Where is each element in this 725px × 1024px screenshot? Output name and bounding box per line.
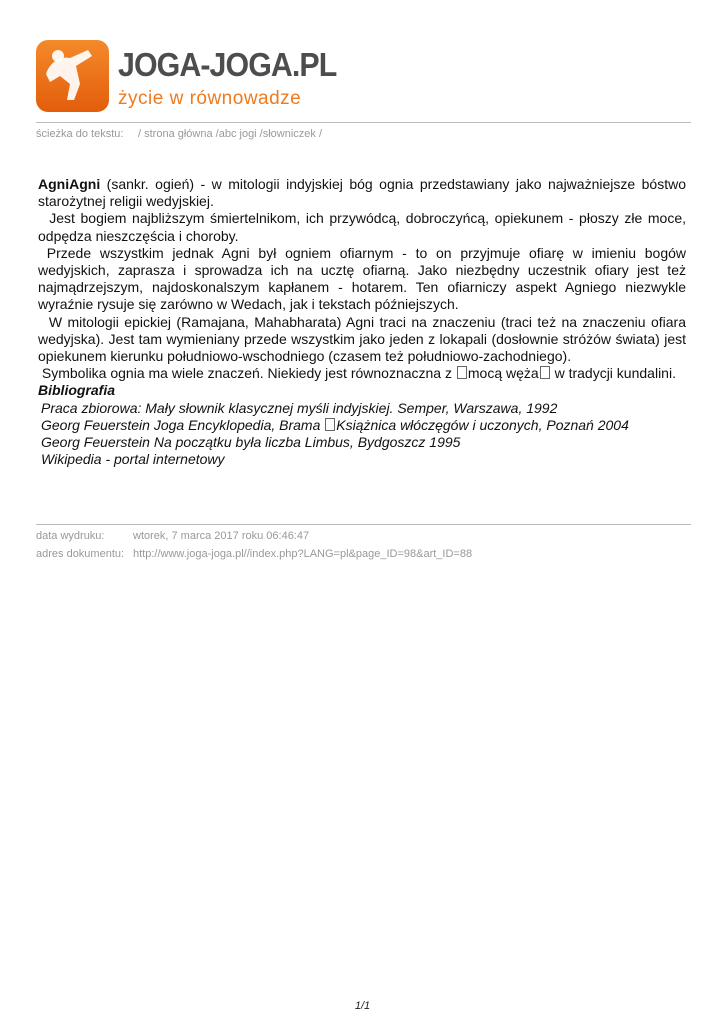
print-date-row — [36, 530, 309, 542]
article-paragraph: Przede wszystkim jednak Agni był ogniem ofiarnym - to on przyjmuje ofiarę w imieniu bogów wedyjskich, zaprasza i sprowadza ich na ucztę ofiarną. Jako niezbędny uczestnik ofiary jest też najmądrzejszym, najdoskonalszym kapłanem - hotarem. Ten ofiarniczy aspekt Agniego niezwykle wyraźnie rysuje się zarówno w Wedach, jak i tekstach późniejszych. — [38, 244, 690, 313]
p5-middle: mocą węża — [467, 365, 539, 382]
lead-text: (sankr. ogień) - w mitologii indyjskiej bóg ognia przedstawiany jako najważniejsze bóstwo starożytnej religii wedyjskiej. — [38, 176, 686, 210]
site-header — [36, 40, 696, 114]
document-address-label: adres dokumentu: — [36, 548, 125, 560]
bibliography-item-part: Georg Feuerstein Joga Encyklopedia, Brama — [41, 416, 325, 433]
footer-divider — [36, 524, 691, 525]
breadcrumb — [36, 128, 322, 140]
article-paragraph: Jest bogiem najbliższym śmiertelnikom, ich przywódcą, dobroczyńcą, opiekunem - płoszy złe moce, odpędza nieszczęścia i choroby. — [38, 210, 690, 244]
header-divider — [36, 122, 691, 123]
missing-glyph-icon — [540, 366, 550, 379]
article-paragraph: W mitologii epickiej (Ramajana, Mahabharata) Agni traci na znaczeniu (traci też na znaczeniu ofiara wedyjska). Jest tam wymieniany przede wszystkim jako jeden z lokapali (dosłownie stróżów świata) jest opiekunem kierunku południowo-wschodniego (czasem też południowo-zachodniego). — [38, 313, 690, 365]
document-address-row — [36, 548, 472, 560]
bibliography-heading: Bibliografia — [38, 382, 116, 399]
logo-tagline: życie w równowadze — [118, 88, 302, 109]
missing-glyph-icon — [457, 366, 467, 379]
lead-term: AgniAgni — [38, 176, 101, 192]
document-address-link[interactable]: http://www.joga-joga.pl//index.php?LANG=pl&page_ID=98&art_ID=88 — [133, 548, 473, 560]
bibliography-item — [38, 417, 686, 434]
print-date-label: data wydruku: — [36, 530, 105, 542]
logo-icon — [36, 40, 109, 112]
article-paragraph — [38, 365, 686, 382]
article-lead-paragraph — [38, 176, 686, 210]
breadcrumb-path[interactable]: / strona główna /abc jogi /słowniczek / — [138, 128, 323, 140]
missing-glyph-icon — [325, 418, 335, 431]
bibliography-item: Wikipedia - portal internetowy — [41, 451, 225, 468]
page-number: 1/1 — [354, 1000, 371, 1012]
p5-after: w tradycji kundalini. — [550, 365, 676, 382]
article-body — [38, 176, 690, 468]
breadcrumb-label: ścieżka do tekstu: — [36, 128, 124, 140]
bibliography-item-part: Książnica włóczęgów i uczonych, Poznań 2004 — [336, 416, 629, 433]
bibliography-item: Praca zbiorowa: Mały słownik klasycznej myśli indyjskiej. Semper, Warszawa, 1992 — [41, 399, 558, 416]
logo-title: JOGA-JOGA.PL — [118, 46, 337, 83]
p5-before: Symbolika ognia ma wiele znaczeń. Niekiedy jest równoznaczna z — [38, 365, 456, 382]
print-date-value: wtorek, 7 marca 2017 roku 06:46:47 — [133, 530, 310, 542]
bibliography-item: Georg Feuerstein Na początku była liczba Limbus, Bydgoszcz 1995 — [41, 434, 461, 451]
